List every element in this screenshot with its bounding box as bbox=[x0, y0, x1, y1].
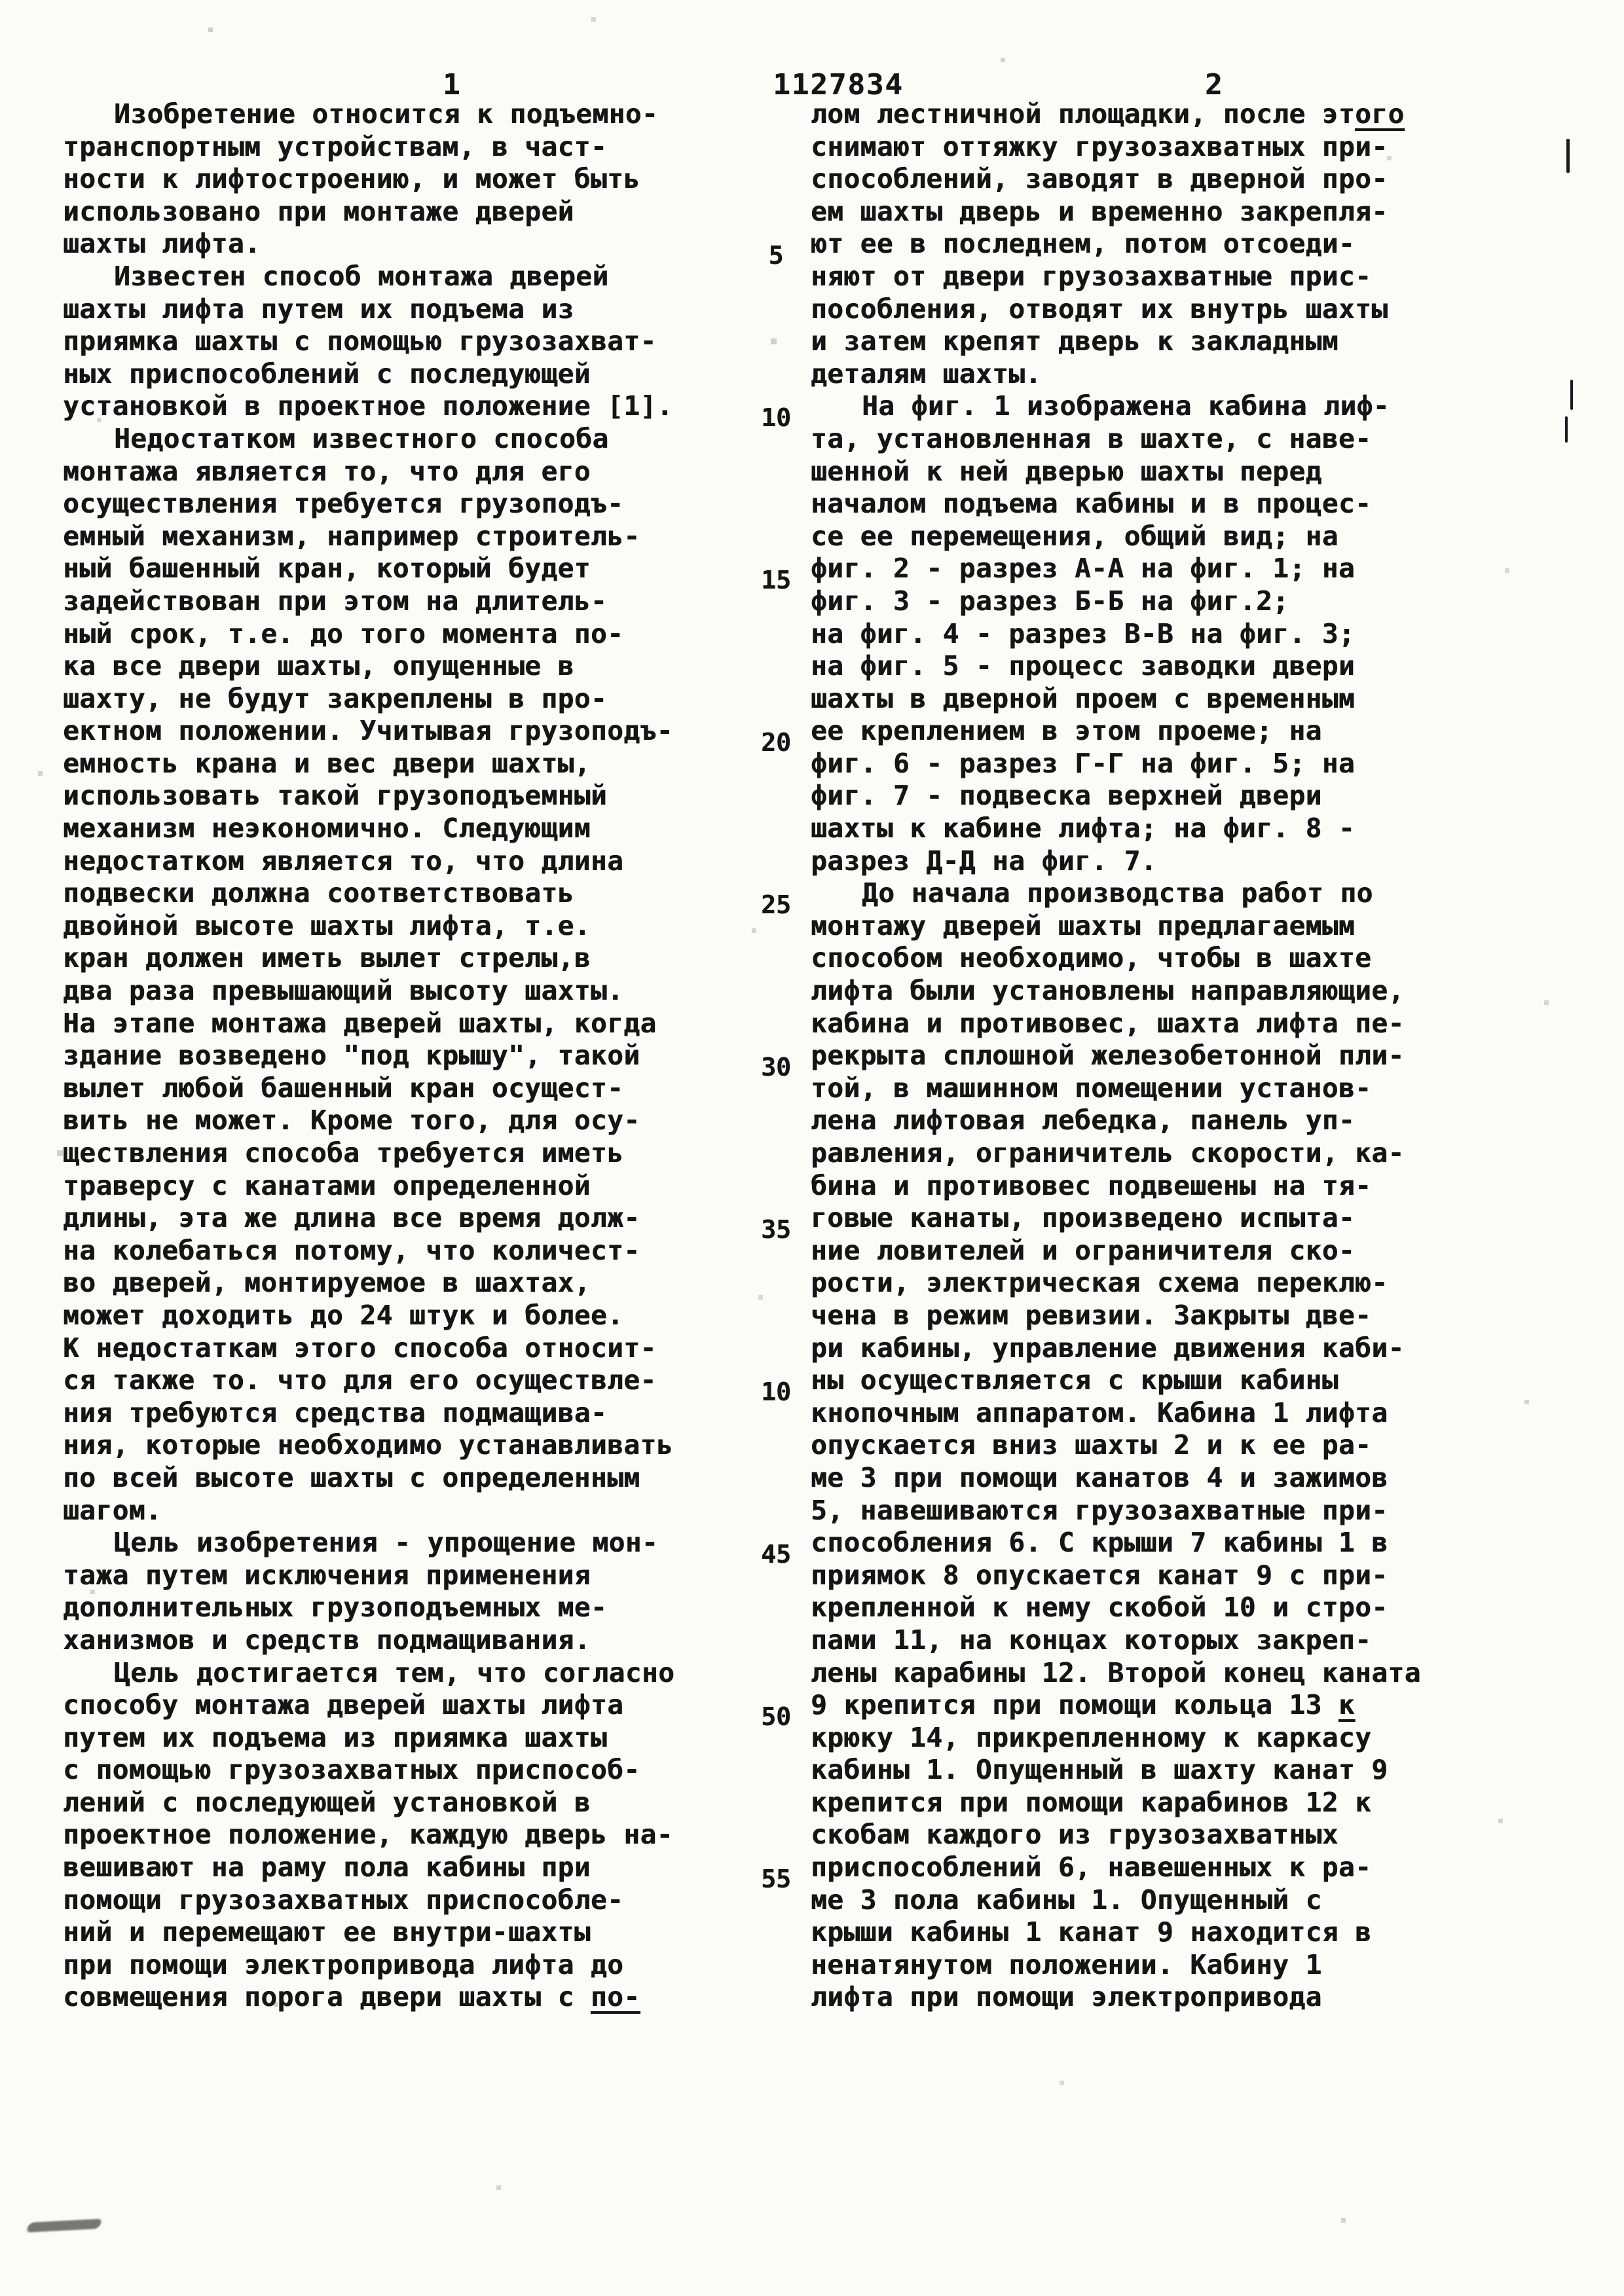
text-line: няют от двери грузозахватные прис- bbox=[811, 260, 1372, 292]
left-text-column bbox=[63, 98, 737, 2014]
text-line: ности к лифтостроению, и может быть bbox=[63, 163, 640, 195]
text-line: способом необходимо, чтобы в шахте bbox=[811, 942, 1372, 974]
margin-line-number: 10 bbox=[761, 1377, 791, 1407]
text-line: ны осуществляется с крыши кабины bbox=[811, 1364, 1338, 1396]
text-line: ют ее в последнем, потом отсоеди- bbox=[811, 228, 1356, 260]
text-line: приямок 8 опускается канат 9 с при- bbox=[811, 1559, 1388, 1591]
text-line: при помощи электропривода лифта до bbox=[63, 1948, 624, 1980]
margin-line-number: 35 bbox=[761, 1215, 791, 1245]
text-line: ществления способа требуется иметь bbox=[63, 1137, 624, 1169]
text-line: два раза превышающий высоту шахты. bbox=[63, 975, 624, 1007]
text-line: установкой в проектное положение [1]. bbox=[63, 390, 673, 422]
text-line: ние ловителей и ограничителя ско- bbox=[811, 1234, 1356, 1266]
text-line: приямка шахты с помощью грузозахват- bbox=[63, 325, 657, 357]
margin-line-number: 55 bbox=[761, 1865, 791, 1894]
text-line: вешивают на раму пола кабины при bbox=[63, 1851, 591, 1884]
text-line: шахты в дверной проем с временным bbox=[811, 682, 1356, 714]
text-line: ме 3 при помощи канатов 4 и зажимов bbox=[811, 1461, 1388, 1493]
text-line: ем шахты дверь и временно закрепля- bbox=[811, 195, 1388, 227]
text-line: началом подъема кабины и в процес- bbox=[811, 488, 1372, 520]
text-line: ри кабины, управление движения каби- bbox=[811, 1332, 1405, 1364]
text-line: транспортным устройствам, в част- bbox=[63, 130, 608, 162]
text-line: ния, которые необходимо устанавливать bbox=[63, 1429, 673, 1461]
text-line: использовать такой грузоподъемный bbox=[63, 780, 608, 812]
text-line: крепленной к нему скобой 10 и стро- bbox=[811, 1592, 1388, 1624]
text-line: может доходить до 24 штук и более. bbox=[63, 1299, 624, 1331]
text-line: вылет любой башенный кран осущест- bbox=[63, 1072, 624, 1104]
scan-artifact-tick bbox=[1570, 380, 1573, 410]
text-line: снимают оттяжку грузозахватных при- bbox=[811, 130, 1388, 162]
scan-noise-dots bbox=[0, 0, 2, 2]
text-line: на колебаться потому, что количест- bbox=[63, 1234, 640, 1266]
text-line: недостатком является то, что длина bbox=[63, 845, 624, 877]
text-line: дополнительных грузоподъемных ме- bbox=[63, 1592, 608, 1624]
text-line: ний и перемещают ее внутри-шахты bbox=[63, 1916, 591, 1948]
text-line: кабина и противовес, шахта лифта пе- bbox=[811, 1007, 1405, 1039]
text-line: пами 11, на концах которых закреп- bbox=[811, 1624, 1372, 1656]
text-line: здание возведено "под крышу", такой bbox=[63, 1040, 640, 1072]
text-line: с помощью грузозахватных приспособ- bbox=[63, 1754, 640, 1786]
text-line: ный башенный кран, который будет bbox=[63, 553, 591, 585]
text-line: осуществления требуется грузоподъ- bbox=[63, 488, 624, 520]
margin-line-number: 50 bbox=[761, 1702, 791, 1732]
text-line: емность крана и вес двери шахты, bbox=[63, 747, 591, 779]
text-line: ный срок, т.е. до того момента по- bbox=[63, 617, 624, 649]
print-smudge bbox=[26, 2219, 103, 2232]
text-line: Недостатком известного способа bbox=[114, 422, 609, 454]
text-line: лифта были установлены направляющие, bbox=[811, 975, 1405, 1007]
text-line: лены карабины 12. Второй конец каната bbox=[811, 1656, 1421, 1688]
text-line: на фиг. 4 - разрез В-В на фиг. 3; bbox=[811, 617, 1356, 649]
margin-line-number: 5 bbox=[768, 241, 784, 270]
text-line: опускается вниз шахты 2 и к ее ра- bbox=[811, 1429, 1372, 1461]
text-line: ных приспособлений с последующей bbox=[63, 357, 591, 390]
text-line: шахту, не будут закреплены в про- bbox=[63, 682, 608, 714]
scan-artifact-tick bbox=[1565, 416, 1568, 443]
text-line: способления 6. С крыши 7 кабины 1 в bbox=[811, 1527, 1388, 1559]
text-line: крепится при помощи карабинов 12 к bbox=[811, 1786, 1372, 1818]
text-line: Цель достигается тем, что согласно bbox=[114, 1656, 675, 1688]
text-line: механизм неэкономично. Следующим bbox=[63, 812, 591, 845]
text-line: лом лестничной площадки, после этого bbox=[811, 98, 1405, 130]
text-line: кран должен иметь вылет стрелы,в bbox=[63, 942, 591, 974]
text-line: ния требуются средства подмащива- bbox=[63, 1396, 608, 1429]
text-line: двойной высоте шахты лифта, т.е. bbox=[63, 909, 591, 941]
page-column-number-left: 1 bbox=[443, 68, 460, 101]
text-line: фиг. 6 - разрез Г-Г на фиг. 5; на bbox=[811, 747, 1356, 779]
patent-number: 1127834 bbox=[773, 68, 904, 101]
margin-line-number: 45 bbox=[761, 1540, 791, 1569]
text-line: кабины 1. Опущенный в шахту канат 9 bbox=[811, 1754, 1388, 1786]
text-line: крыши кабины 1 канат 9 находится в bbox=[811, 1916, 1372, 1948]
text-line: проектное положение, каждую дверь на- bbox=[63, 1819, 673, 1851]
text-line: разрез Д-Д на фиг. 7. bbox=[811, 845, 1157, 877]
text-line: кнопочным аппаратом. Кабина 1 лифта bbox=[811, 1396, 1388, 1429]
text-line: длины, эта же длина все время долж- bbox=[63, 1202, 640, 1234]
text-line: тажа путем исключения применения bbox=[63, 1559, 591, 1591]
text-line: задействован при этом на длитель- bbox=[63, 585, 608, 617]
text-line: На фиг. 1 изображена кабина лиф- bbox=[862, 390, 1390, 422]
text-line: пособления, отводят их внутрь шахты bbox=[811, 293, 1388, 325]
text-line: лена лифтовая лебедка, панель уп- bbox=[811, 1104, 1356, 1137]
text-line: помощи грузозахватных приспособле- bbox=[63, 1884, 624, 1916]
text-line: 9 крепится при помощи кольца 13 к bbox=[811, 1689, 1356, 1721]
text-line: фиг. 2 - разрез А-А на фиг. 1; на bbox=[811, 553, 1356, 585]
text-line: использовано при монтаже дверей bbox=[63, 195, 574, 227]
text-line: равления, ограничитель скорости, ка- bbox=[811, 1137, 1405, 1169]
text-line: ханизмов и средств подмащивания. bbox=[63, 1624, 591, 1656]
text-line: скобам каждого из грузозахватных bbox=[811, 1819, 1338, 1851]
text-line: шахты лифта. bbox=[63, 228, 261, 260]
margin-line-number: 20 bbox=[761, 728, 791, 757]
text-line: К недостаткам этого способа относит- bbox=[63, 1332, 657, 1364]
underlined-text: к bbox=[1338, 1689, 1356, 1721]
text-line: бина и противовес подвешены на тя- bbox=[811, 1169, 1372, 1201]
text-line: вить не может. Кроме того, для осу- bbox=[63, 1104, 640, 1137]
text-line: деталям шахты. bbox=[811, 357, 1042, 390]
text-line: той, в машинном помещении установ- bbox=[811, 1072, 1372, 1104]
text-line: ектном положении. Учитывая грузоподъ- bbox=[63, 715, 673, 747]
margin-line-number: 30 bbox=[761, 1053, 791, 1082]
text-line: Цель изобретения - упрощение мон- bbox=[114, 1527, 659, 1559]
text-line: ее креплением в этом проеме; на bbox=[811, 715, 1322, 747]
scan-artifact-tick bbox=[1566, 139, 1570, 173]
page-column-number-right: 2 bbox=[1205, 68, 1223, 101]
text-line: 5, навешиваются грузозахватные при- bbox=[811, 1494, 1388, 1526]
text-line: и затем крепят дверь к закладным bbox=[811, 325, 1338, 357]
text-line: по всей высоте шахты с определенным bbox=[63, 1461, 640, 1493]
text-line: емный механизм, например строитель- bbox=[63, 520, 640, 552]
text-line: монтажа является то, что для его bbox=[63, 455, 591, 487]
text-line: шахты к кабине лифта; на фиг. 8 - bbox=[811, 812, 1356, 845]
text-line: рости, электрическая схема переклю- bbox=[811, 1267, 1388, 1299]
text-line: способлений, заводят в дверной про- bbox=[811, 163, 1388, 195]
text-line: ме 3 пола кабины 1. Опущенный с bbox=[811, 1884, 1322, 1916]
text-line: способу монтажа дверей шахты лифта bbox=[63, 1689, 624, 1721]
text-line: ненатянутом положении. Кабину 1 bbox=[811, 1948, 1322, 1980]
text-line: на фиг. 5 - процесс заводки двери bbox=[811, 650, 1356, 682]
text-line: ся также то. что для его осуществле- bbox=[63, 1364, 657, 1396]
margin-line-number: 25 bbox=[761, 890, 791, 920]
text-line: рекрыта сплошной железобетонной пли- bbox=[811, 1040, 1405, 1072]
margin-line-number: 10 bbox=[761, 403, 791, 433]
text-line: шахты лифта путем их подъема из bbox=[63, 293, 574, 325]
underlined-text: ого bbox=[1355, 98, 1405, 130]
text-line: приспособлений 6, навешенных к ра- bbox=[811, 1851, 1372, 1884]
underlined-text: по- bbox=[590, 1981, 640, 2013]
text-line: лифта при помощи электропривода bbox=[811, 1981, 1322, 2013]
text-line: крюку 14, прикрепленному к каркасу bbox=[811, 1721, 1372, 1753]
text-line: путем их подъема из приямка шахты bbox=[63, 1721, 608, 1753]
text-line: та, установленная в шахте, с наве- bbox=[811, 422, 1372, 454]
text-line: шагом. bbox=[63, 1494, 162, 1526]
text-line: До начала производства работ по bbox=[862, 877, 1373, 909]
text-line: фиг. 3 - разрез Б-Б на фиг.2; bbox=[811, 585, 1289, 617]
text-line: говые канаты, произведено испыта- bbox=[811, 1202, 1356, 1234]
text-line: монтажу дверей шахты предлагаемым bbox=[811, 909, 1356, 941]
text-line: совмещения порога двери шахты с по- bbox=[63, 1981, 640, 2013]
text-line: Известен способ монтажа дверей bbox=[114, 260, 609, 292]
text-line: Изобретение относится к подъемно- bbox=[114, 98, 659, 130]
text-line: фиг. 7 - подвеска верхней двери bbox=[811, 780, 1322, 812]
text-line: шенной к ней дверью шахты перед bbox=[811, 455, 1322, 487]
text-line: подвески должна соответствовать bbox=[63, 877, 574, 909]
margin-line-number: 15 bbox=[761, 566, 791, 595]
text-line: На этапе монтажа дверей шахты, когда bbox=[63, 1007, 657, 1039]
text-line: се ее перемещения, общий вид; на bbox=[811, 520, 1338, 552]
text-line: чена в режим ревизии. Закрыты две- bbox=[811, 1299, 1372, 1331]
text-line: траверсу с канатами определенной bbox=[63, 1169, 591, 1201]
text-line: лений с последующей установкой в bbox=[63, 1786, 591, 1818]
text-line: во дверей, монтируемое в шахтах, bbox=[63, 1267, 591, 1299]
text-line: ка все двери шахты, опущенные в bbox=[63, 650, 574, 682]
right-text-column bbox=[811, 98, 1492, 2014]
